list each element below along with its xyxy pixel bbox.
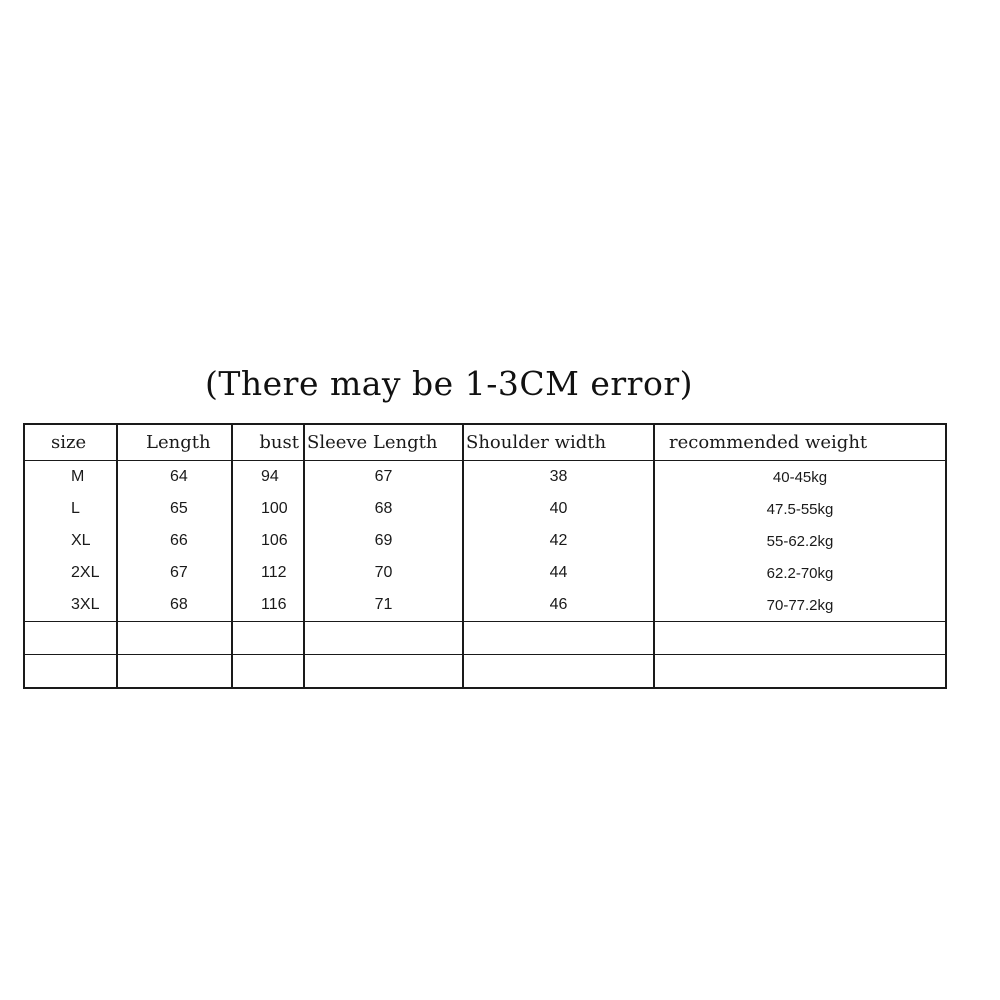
cell-bust: 116 — [232, 589, 304, 622]
cell-size: L — [24, 493, 117, 525]
empty-cell — [654, 622, 946, 655]
cell-shoulder-width: 46 — [463, 589, 654, 622]
cell-recommended-weight: 55-62.2kg — [654, 525, 946, 557]
table-row — [24, 589, 946, 622]
empty-cell — [463, 655, 654, 689]
empty-cell — [463, 622, 654, 655]
empty-row — [24, 622, 946, 655]
cell-recommended-weight: 70-77.2kg — [654, 589, 946, 622]
cell-shoulder-width: 42 — [463, 525, 654, 557]
header-size: size — [24, 424, 117, 461]
table-row — [24, 493, 946, 525]
cell-shoulder-width: 40 — [463, 493, 654, 525]
cell-size: 3XL — [24, 589, 117, 622]
cell-length: 66 — [117, 525, 232, 557]
empty-cell — [117, 622, 232, 655]
empty-cell — [232, 655, 304, 689]
header-sleeve-length: Sleeve Length — [304, 424, 463, 461]
empty-cell — [24, 622, 117, 655]
table-row — [24, 557, 946, 589]
empty-row — [24, 655, 946, 689]
cell-length: 64 — [117, 461, 232, 494]
error-note: (There may be 1-3CM error) — [205, 364, 693, 403]
empty-cell — [24, 655, 117, 689]
size-chart-table — [23, 423, 947, 689]
cell-sleeve-length: 71 — [304, 589, 463, 622]
cell-shoulder-width: 38 — [463, 461, 654, 494]
empty-cell — [654, 655, 946, 689]
cell-shoulder-width: 44 — [463, 557, 654, 589]
cell-size: XL — [24, 525, 117, 557]
header-shoulder-width: Shoulder width — [463, 424, 654, 461]
cell-recommended-weight: 62.2-70kg — [654, 557, 946, 589]
cell-length: 68 — [117, 589, 232, 622]
empty-cell — [117, 655, 232, 689]
cell-bust: 94 — [232, 461, 304, 494]
cell-sleeve-length: 69 — [304, 525, 463, 557]
cell-length: 65 — [117, 493, 232, 525]
empty-cell — [304, 655, 463, 689]
cell-recommended-weight: 47.5-55kg — [654, 493, 946, 525]
header-row — [24, 424, 946, 461]
header-bust: bust — [232, 424, 304, 461]
cell-bust: 106 — [232, 525, 304, 557]
cell-sleeve-length: 68 — [304, 493, 463, 525]
empty-cell — [232, 622, 304, 655]
cell-sleeve-length: 67 — [304, 461, 463, 494]
cell-length: 67 — [117, 557, 232, 589]
table-row — [24, 461, 946, 494]
cell-size: M — [24, 461, 117, 494]
table-row — [24, 525, 946, 557]
header-length: Length — [117, 424, 232, 461]
cell-sleeve-length: 70 — [304, 557, 463, 589]
cell-size: 2XL — [24, 557, 117, 589]
cell-recommended-weight: 40-45kg — [654, 461, 946, 494]
cell-bust: 100 — [232, 493, 304, 525]
cell-bust: 112 — [232, 557, 304, 589]
header-recommended-weight: recommended weight — [654, 424, 946, 461]
empty-cell — [304, 622, 463, 655]
